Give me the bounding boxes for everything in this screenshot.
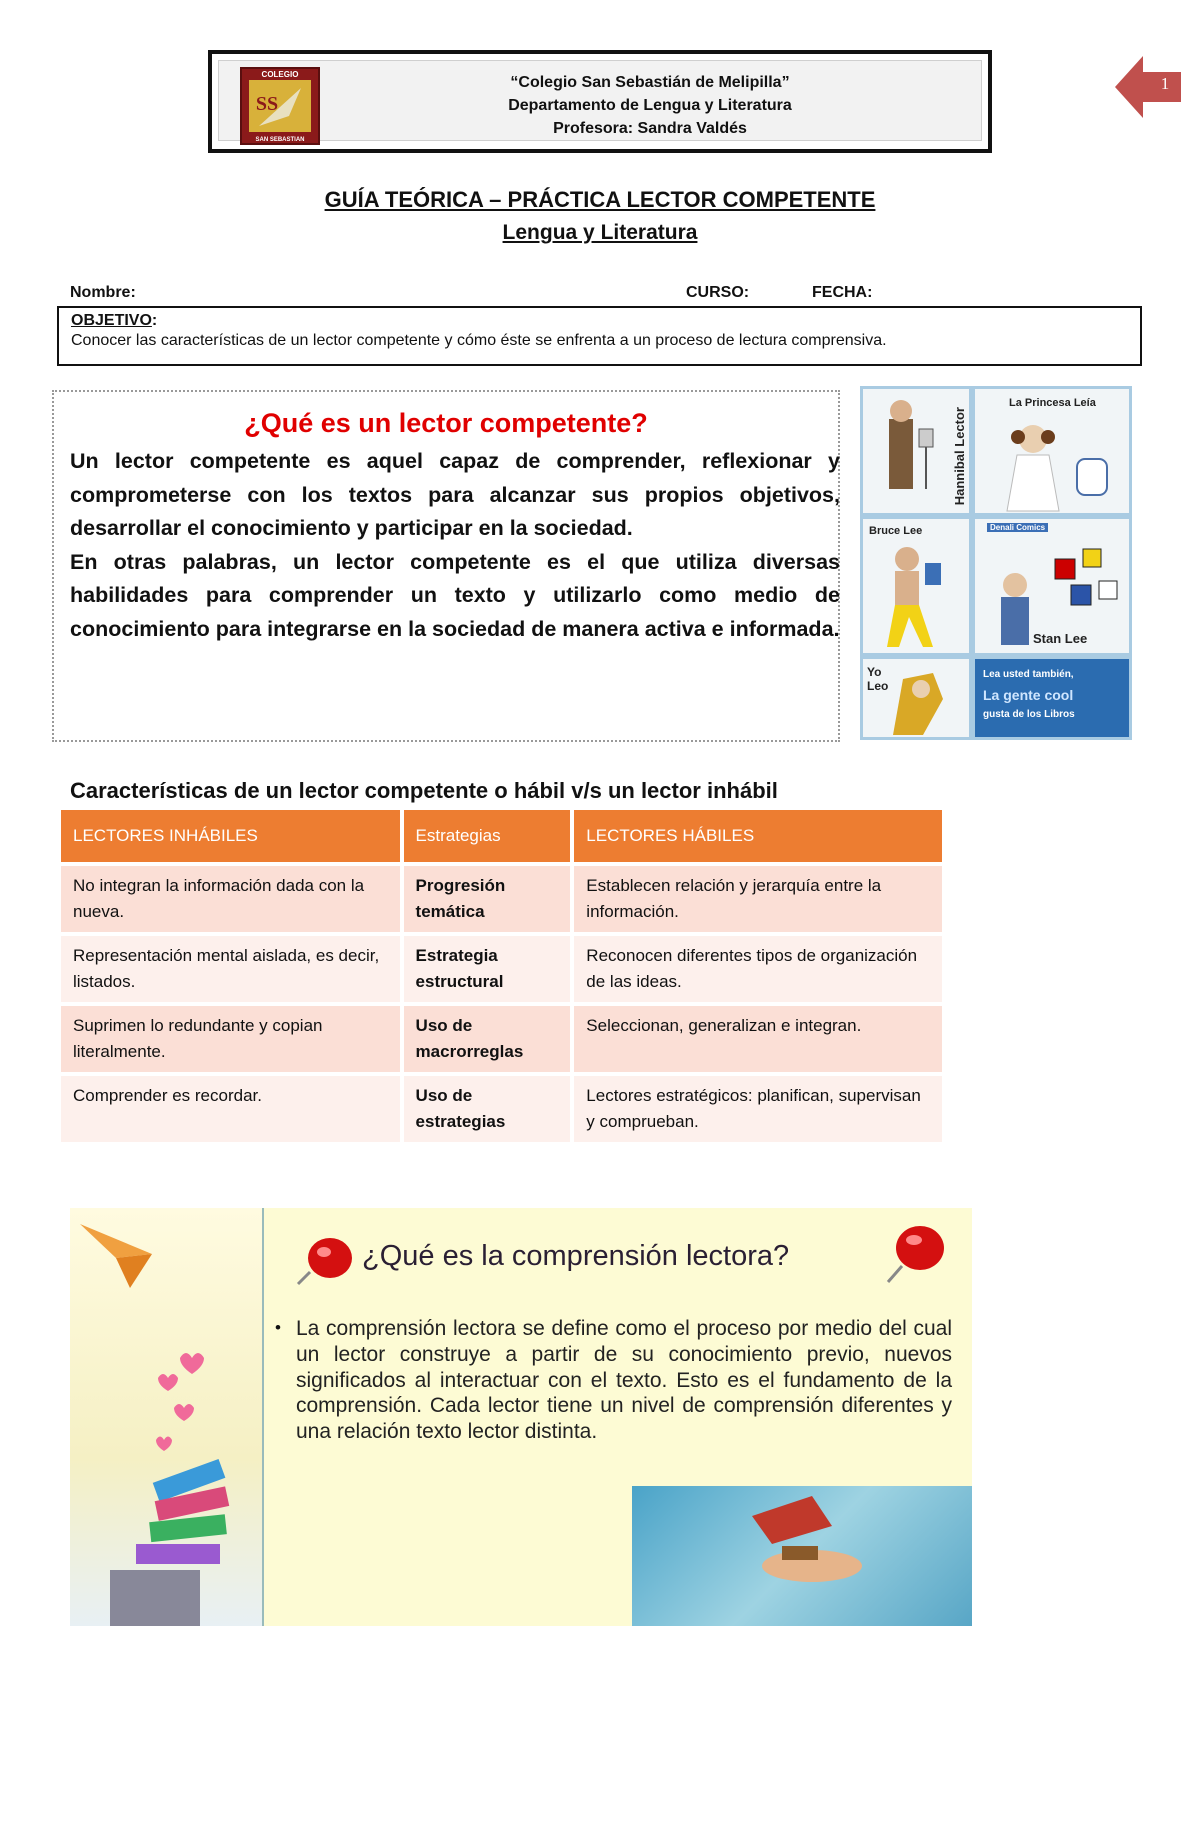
header-estrategias: Estrategias (404, 810, 571, 862)
slide-text: La comprensión lectora se define como el proceso por medio del cual un lector construye a partir de su conocimiento previo, nuevos significados al interactuar con el texto. Esto es el fundamento de la comprensión. Cada lector tiene un nivel de comprensión diferentes y una relación texto lector distinta. (296, 1317, 952, 1444)
lector-paragraph-1: Un lector competente es aquel capaz de comprender, reflexionar y comprometerse con los textos para alcanzar sus propios objetivos, desarrollar el conocimiento y participar en la sociedad. (70, 449, 840, 541)
cell-habiles: Establecen relación y jerarquía entre la información. (574, 866, 942, 932)
collage-label-bruce: Bruce Lee (869, 525, 923, 537)
cell-inhabiles: Representación mental aislada, es decir, listados. (61, 936, 400, 1002)
books-icon (110, 1459, 229, 1626)
collage-tile-yoleo (860, 656, 972, 740)
header-text (329, 71, 971, 140)
page-number: 1 (1160, 74, 1170, 93)
logo-initials: SS (255, 93, 279, 115)
reading-collage-image (860, 386, 1132, 740)
objective-label: OBJETIVO (71, 312, 152, 329)
pushpin-icon (882, 1222, 952, 1288)
cell-estrategia: Uso de estrategias (404, 1076, 571, 1142)
logo-bottom-text: SAN SEBASTIAN (255, 137, 305, 143)
bruce-figure-icon (863, 519, 969, 653)
department-name: Departamento de Lengua y Literatura (508, 97, 792, 114)
slide-bullet: • (275, 1318, 281, 1337)
teacher-name: Profesora: Sandra Valdés (553, 120, 747, 137)
lector-definition (70, 445, 840, 647)
collage-label-yoleo: Yo Leo (867, 665, 889, 693)
logo-top-text: COLEGIO (261, 70, 299, 79)
cell-habiles: Seleccionan, generalizan e integran. (574, 1006, 942, 1072)
date-field-label: FECHA: (812, 284, 873, 301)
header-box (208, 50, 992, 153)
lector-paragraph-2: En otras palabras, un lector competente es el que utiliza diversas habilidades para comprender un texto y utilizarlo como medio de conocimiento para integrarse en la sociedad de manera activa e informada. (70, 549, 840, 641)
collage-tile-lea (972, 656, 1132, 740)
school-name: “Colegio San Sebastián de Melipilla” (510, 74, 790, 91)
lector-section-title: ¿Qué es un lector competente? (244, 408, 648, 438)
cell-estrategia: Estrategia estructural (404, 936, 571, 1002)
flying-reader-icon (632, 1486, 972, 1626)
collage-tile-hannibal (860, 386, 972, 516)
collage-lea-line1: Lea usted también, (983, 669, 1074, 680)
table-row (61, 866, 942, 932)
cell-inhabiles: Comprender es recordar. (61, 1076, 400, 1142)
document-subtitle: Lengua y Literatura (502, 221, 698, 244)
collage-label-stan: Stan Lee (1033, 631, 1088, 646)
slide-divider (262, 1208, 264, 1626)
cell-habiles: Reconocen diferentes tipos de organización de las ideas. (574, 936, 942, 1002)
collage-tile-leia (972, 386, 1132, 516)
objective-label-suffix: : (151, 312, 158, 329)
header-inner (218, 60, 982, 141)
comprehension-slide-image (70, 1208, 972, 1626)
slide-title: ¿Qué es la comprensión lectora? (362, 1240, 790, 1272)
objective-box (57, 306, 1142, 366)
slide-decoration (70, 1208, 262, 1626)
characteristics-table (57, 806, 946, 1146)
cell-inhabiles: No integran la información dada con la nueva. (61, 866, 400, 932)
table-header-row (61, 810, 942, 862)
flying-reader-illustration (632, 1486, 972, 1626)
collage-lea-line2: La gente cool (983, 687, 1074, 703)
cell-inhabiles: Suprimen lo redundante y copian literalmente. (61, 1006, 400, 1072)
table-row (61, 936, 942, 1002)
document-title: GUÍA TEÓRICA – PRÁCTICA LECTOR COMPETENTE (324, 187, 876, 212)
table-row (61, 1006, 942, 1072)
table-heading: Características de un lector competente o hábil v/s un lector inhábil (70, 778, 778, 803)
collage-label-hannibal: Hannibal Lector (952, 407, 967, 506)
collage-label-brand: Denali Comics (987, 523, 1048, 532)
collage-lea-line3: gusta de los Libros (983, 709, 1075, 720)
school-logo (239, 66, 321, 146)
pushpin-icon (296, 1232, 356, 1288)
heart-icon (156, 1353, 204, 1451)
cell-estrategia: Progresión temática (404, 866, 571, 932)
header-lectores-inhabiles: LECTORES INHÁBILES (61, 810, 400, 862)
paper-plane-icon (80, 1224, 152, 1288)
slide-left-panel (70, 1208, 262, 1626)
name-field-label: Nombre: (70, 284, 136, 301)
collage-tile-stan (972, 516, 1132, 656)
cell-estrategia: Uso de macrorreglas (404, 1006, 571, 1072)
collage-label-leia: La Princesa Leía (1009, 397, 1096, 409)
objective-text: Conocer las características de un lector competente y cómo éste se enfrenta a un proceso de lectura comprensiva. (71, 332, 887, 349)
course-field-label: CURSO: (686, 284, 750, 301)
collage-tile-bruce (860, 516, 972, 656)
collage-lea-text (983, 665, 1127, 725)
table-row (61, 1076, 942, 1142)
header-lectores-habiles: LECTORES HÁBILES (574, 810, 942, 862)
cell-habiles: Lectores estratégicos: planifican, supervisan y comprueban. (574, 1076, 942, 1142)
